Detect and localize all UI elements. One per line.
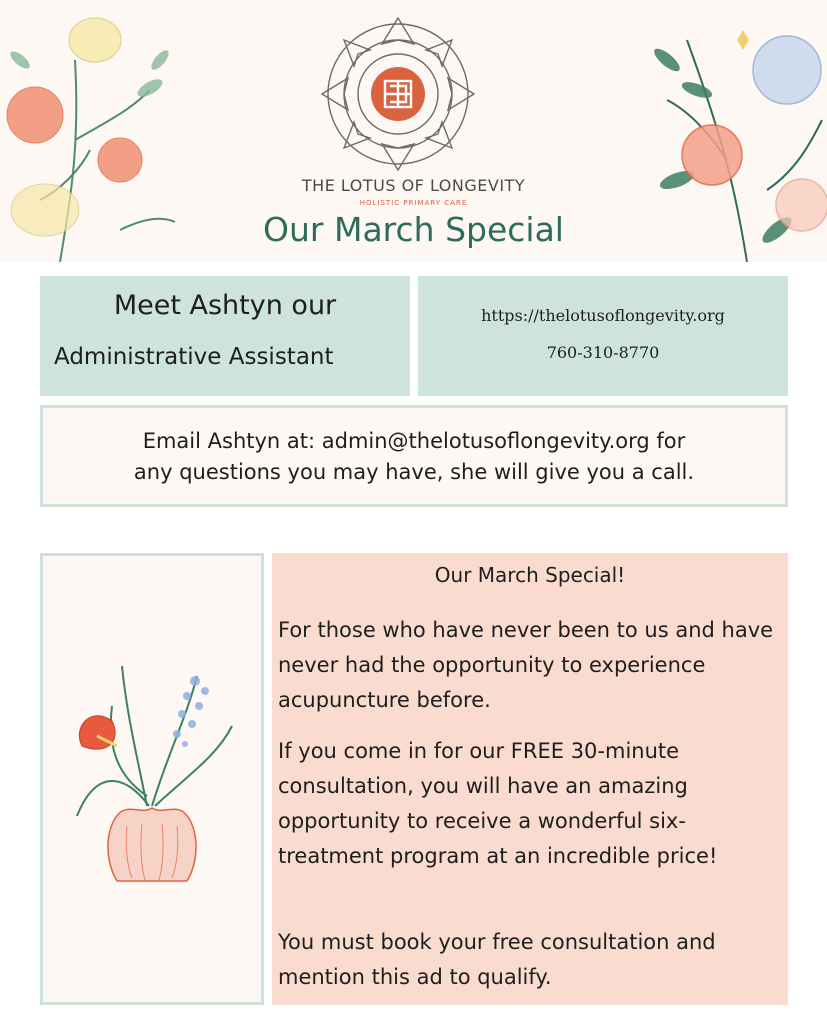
special-heading: Our March Special! <box>434 563 626 587</box>
special-offer-panel <box>272 553 788 1005</box>
contact-panel <box>418 276 788 396</box>
email-instructions <box>57 426 771 488</box>
vase-illustration-panel <box>40 553 264 1005</box>
website-link[interactable]: https://thelotusoflongevity.org <box>481 306 725 325</box>
meet-heading: Meet Ashtyn our <box>113 290 337 321</box>
lotus-mandala-logo <box>318 14 478 174</box>
brand-name: THE LOTUS OF LONGEVITY <box>301 176 526 195</box>
email-line-1: Email Ashtyn at: admin@thelotusoflongevity.org for <box>142 429 686 453</box>
meet-role: Administrative Assistant <box>54 344 334 370</box>
flower-vase-illustration <box>67 646 237 896</box>
floral-illustration-left <box>0 0 200 262</box>
email-panel <box>40 405 788 507</box>
brand-tagline: HOLISTIC PRIMARY CARE <box>359 199 468 207</box>
floral-illustration-right <box>627 0 827 262</box>
phone-number[interactable]: 760-310-8770 <box>546 343 660 362</box>
special-qualify-text: You must book your free consultation and mention this ad to qualify. <box>278 930 716 989</box>
special-eligibility-text: For those who have never been to us and have never had the opportunity to experience acupuncture before. <box>278 618 774 712</box>
special-offer-text: If you come in for our FREE 30-minute consultation, you will have an amazing opportunity to receive a wonderful six-treatment program at an incredible price! <box>278 739 718 868</box>
page-title: Our March Special <box>263 210 564 249</box>
email-line-2: any questions you may have, she will give you a call. <box>133 460 695 484</box>
header-banner <box>0 0 827 262</box>
meet-assistant-panel <box>40 276 410 396</box>
